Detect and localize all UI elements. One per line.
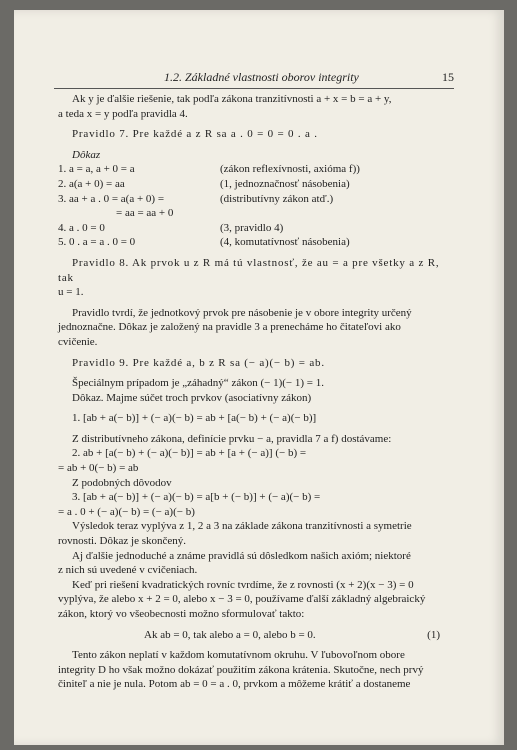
paragraph: Ak y je ďalšie riešenie, tak podľa zákona tranzitívnosti a + x = b = a + y, [72, 93, 392, 105]
paragraph: Tento zákon neplatí v každom komutatívnom okruhu. V ľubovoľnom obore [72, 649, 405, 662]
proof-step: 4. a . 0 = 0 (3, pravidlo 4) [58, 221, 284, 234]
proof-heading: Dôkaz [72, 148, 101, 161]
numbered-law [58, 628, 440, 643]
page-content [58, 92, 440, 692]
paragraph: Keď pri riešení kvadratických rovníc tvrdíme, že z rovnosti (x + 2)(x − 3) = 0 [72, 578, 414, 591]
paragraph: činiteľ a nie je nula. Potom ab = 0 = a . 0, prvkom a môžeme krátiť a dostaneme [58, 678, 411, 691]
paragraph: Výsledok teraz vyplýva z 1, 2 a 3 na základe zákona tranzitívnosti a symetrie [72, 520, 412, 533]
equation: 1. [ab + a(− b)] + (− a)(− b) = ab + [a(− b) + (− a)(− b)] [72, 412, 317, 425]
paragraph: zákon, ktorý vo všeobecnosti možno sformulovať takto: [58, 608, 305, 620]
paragraph: cvičenie. [58, 335, 98, 348]
proof-step: 3. aa + a . 0 = a(a + 0) = (distributívny zákon atď.) [58, 192, 334, 205]
equation-cont: = a . 0 + (− a)(− b) = (− a)(− b) [58, 505, 195, 518]
paragraph: Dôkaz. Majme súčet troch prvkov (asociatívny zákon) [72, 391, 312, 404]
equation: 3. [ab + a(− b)] + (− a)(− b) = a[b + (− b)] + (− a)(− b) = [72, 491, 321, 504]
proof-step: 1. a = a, a + 0 = a (zákon reflexívnosti, axióma f)) [58, 163, 360, 176]
equation-number: (1) [427, 628, 440, 641]
rule-8-cont: u = 1. [58, 286, 84, 299]
law-text: Ak ab = 0, tak alebo a = 0, alebo b = 0. [144, 628, 316, 641]
running-header [54, 68, 454, 89]
paragraph: Z podobných dôvodov [72, 476, 172, 489]
paragraph: Z distributívneho zákona, definície prvku − a, pravidla 7 a f) dostávame: [72, 432, 392, 445]
proof-step-cont: = aa = aa + 0 [116, 207, 174, 220]
rule-9: Pravidlo 9. Pre každé a, b z R sa (− a)(− b) = ab. [72, 356, 325, 369]
paragraph: Špeciálnym prípadom je „záhadný“ zákon (− 1)(− 1) = 1. [72, 377, 324, 390]
paragraph: integrity D ho však možno dokázať použitím zákona krátenia. Skutočne, nech prvý [58, 663, 424, 676]
paragraph: jednoznačne. Dôkaz je založený na pravidle 3 a prenecháme ho čitateľovi ako [58, 321, 401, 334]
rule-7: Pravidlo 7. Pre každé a z R sa a . 0 = 0 = 0 . a . [72, 128, 318, 141]
paragraph: rovnosti. Dôkaz je skončený. [58, 535, 186, 548]
equation-cont: = ab + 0(− b) = ab [58, 462, 139, 475]
paragraph: z nich sú uvedené v cvičeniach. [58, 564, 198, 577]
rule-8: Pravidlo 8. Ak prvok u z R má tú vlastnosť, že au = a pre všetky a z R, tak [58, 256, 440, 284]
paragraph: Pravidlo tvrdí, že jednotkový prvok pre násobenie je v obore integrity určený [72, 306, 412, 319]
paragraph: a teda x = y podľa pravidla 4. [58, 107, 188, 120]
paragraph: vyplýva, že alebo x + 2 = 0, alebo x − 3 = 0, používame ďalší základný algebraický [58, 593, 426, 606]
page-number: 15 [442, 70, 454, 84]
proof-step: 2. a(a + 0) = aa (1, jednoznačnosť násobenia) [58, 177, 350, 190]
paragraph: Aj ďalšie jednoduché a známe pravidlá sú dôsledkom našich axióm; niektoré [72, 549, 411, 562]
proof-step: 5. 0 . a = a . 0 = 0 (4, komutatívnosť násobenia) [58, 236, 350, 249]
equation: 2. ab + [a(− b) + (− a)(− b)] = ab + [a + (− a)] (− b) = [72, 447, 307, 460]
section-title: 1.2. Základné vlastnosti oborov integrity [164, 70, 359, 84]
